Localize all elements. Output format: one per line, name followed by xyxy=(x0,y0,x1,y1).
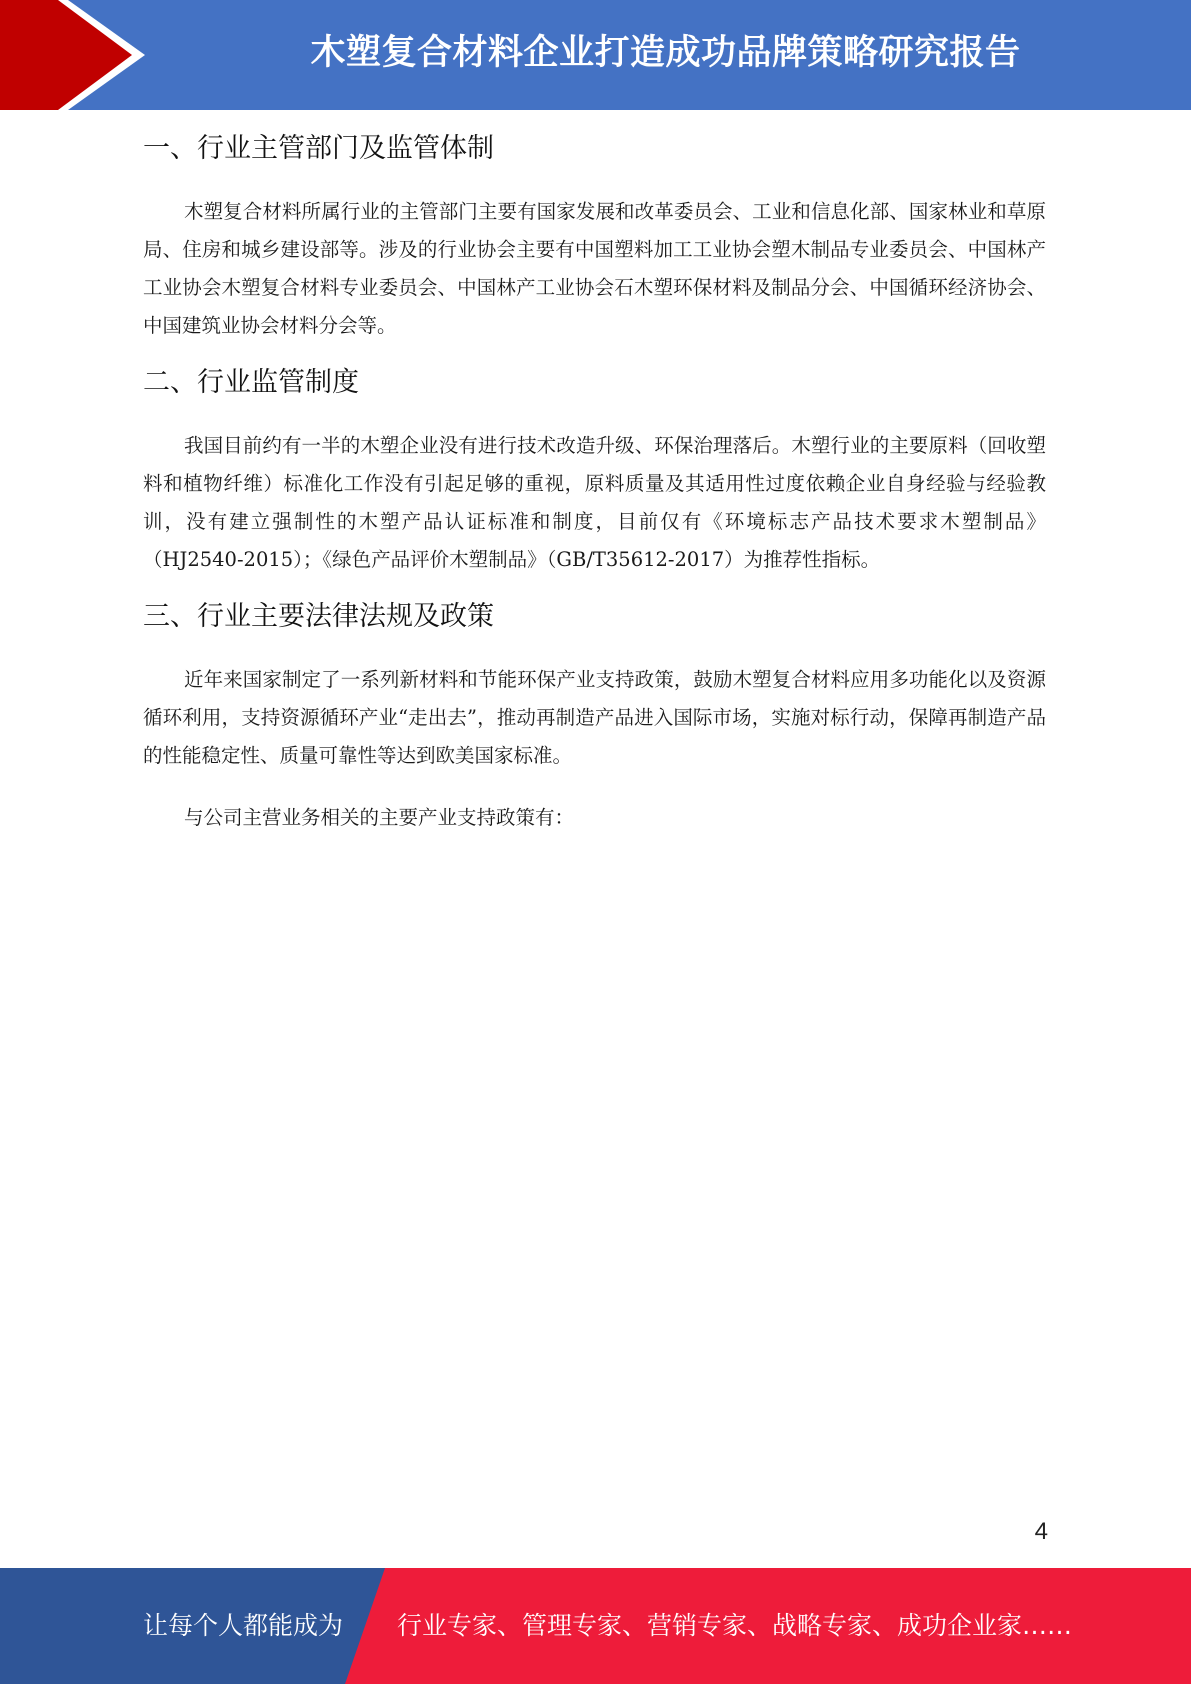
section-heading-supervision: 二、行业监管制度 xyxy=(143,367,359,398)
header-banner xyxy=(0,0,1191,110)
main-content xyxy=(143,125,1046,837)
footer-slogan-left: 让每个人都能成为 xyxy=(143,1611,344,1640)
paragraph-regulators: 木塑复合材料所属行业的主管部门主要有国家发展和改革委员会、工业和信息化部、国家林业和草原局、住房和城乡建设部等。涉及的行业协会主要有中国塑料加工工业协会塑木制品专业委员会、中国林产工业协会木塑复合材料专业委员会、中国林产工业协会石木塑环保材料及制品分会、中国循环经济协会、中国建筑业协会材料分会等。 xyxy=(143,200,1046,337)
footer-slogan-right: 行业专家、管理专家、营销专家、战略专家、成功企业家…… xyxy=(397,1611,1073,1640)
paragraph-supervision: 我国目前约有一半的木塑企业没有进行技术改造升级、环保治理落后。木塑行业的主要原料（回收塑料和植物纤维）标准化工作没有引起足够的重视，原料质量及其适用性过度依赖企业自身经验与经验教训，没有建立强制性的木塑产品认证标准和制度，目前仅有《环境标志产品技术要求木塑制品》（HJ2540-2015）；《绿色产品评价木塑制品》（GB/T35612-2017）为推荐性指标。 xyxy=(143,434,1046,571)
section-heading-laws-policies: 三、行业主要法律法规及政策 xyxy=(143,601,494,632)
footer-banner xyxy=(0,1568,1191,1684)
document-title: 木塑复合材料企业打造成功品牌策略研究报告 xyxy=(310,33,1021,73)
paragraph-laws-policies: 近年来国家制定了一系列新材料和节能环保产业支持政策，鼓励木塑复合材料应用多功能化以及资源循环利用，支持资源循环产业“走出去”，推动再制造产品进入国际市场，实施对标行动，保障再制造产品的性能稳定性、质量可靠性等达到欧美国家标准。 xyxy=(143,668,1046,767)
paragraph-policy-intro: 与公司主营业务相关的主要产业支持政策有： xyxy=(184,806,575,829)
page-number: 4 xyxy=(1034,1518,1048,1545)
header-chevron-decoration xyxy=(0,0,160,110)
section-heading-regulators: 一、行业主管部门及监管体制 xyxy=(143,133,494,164)
